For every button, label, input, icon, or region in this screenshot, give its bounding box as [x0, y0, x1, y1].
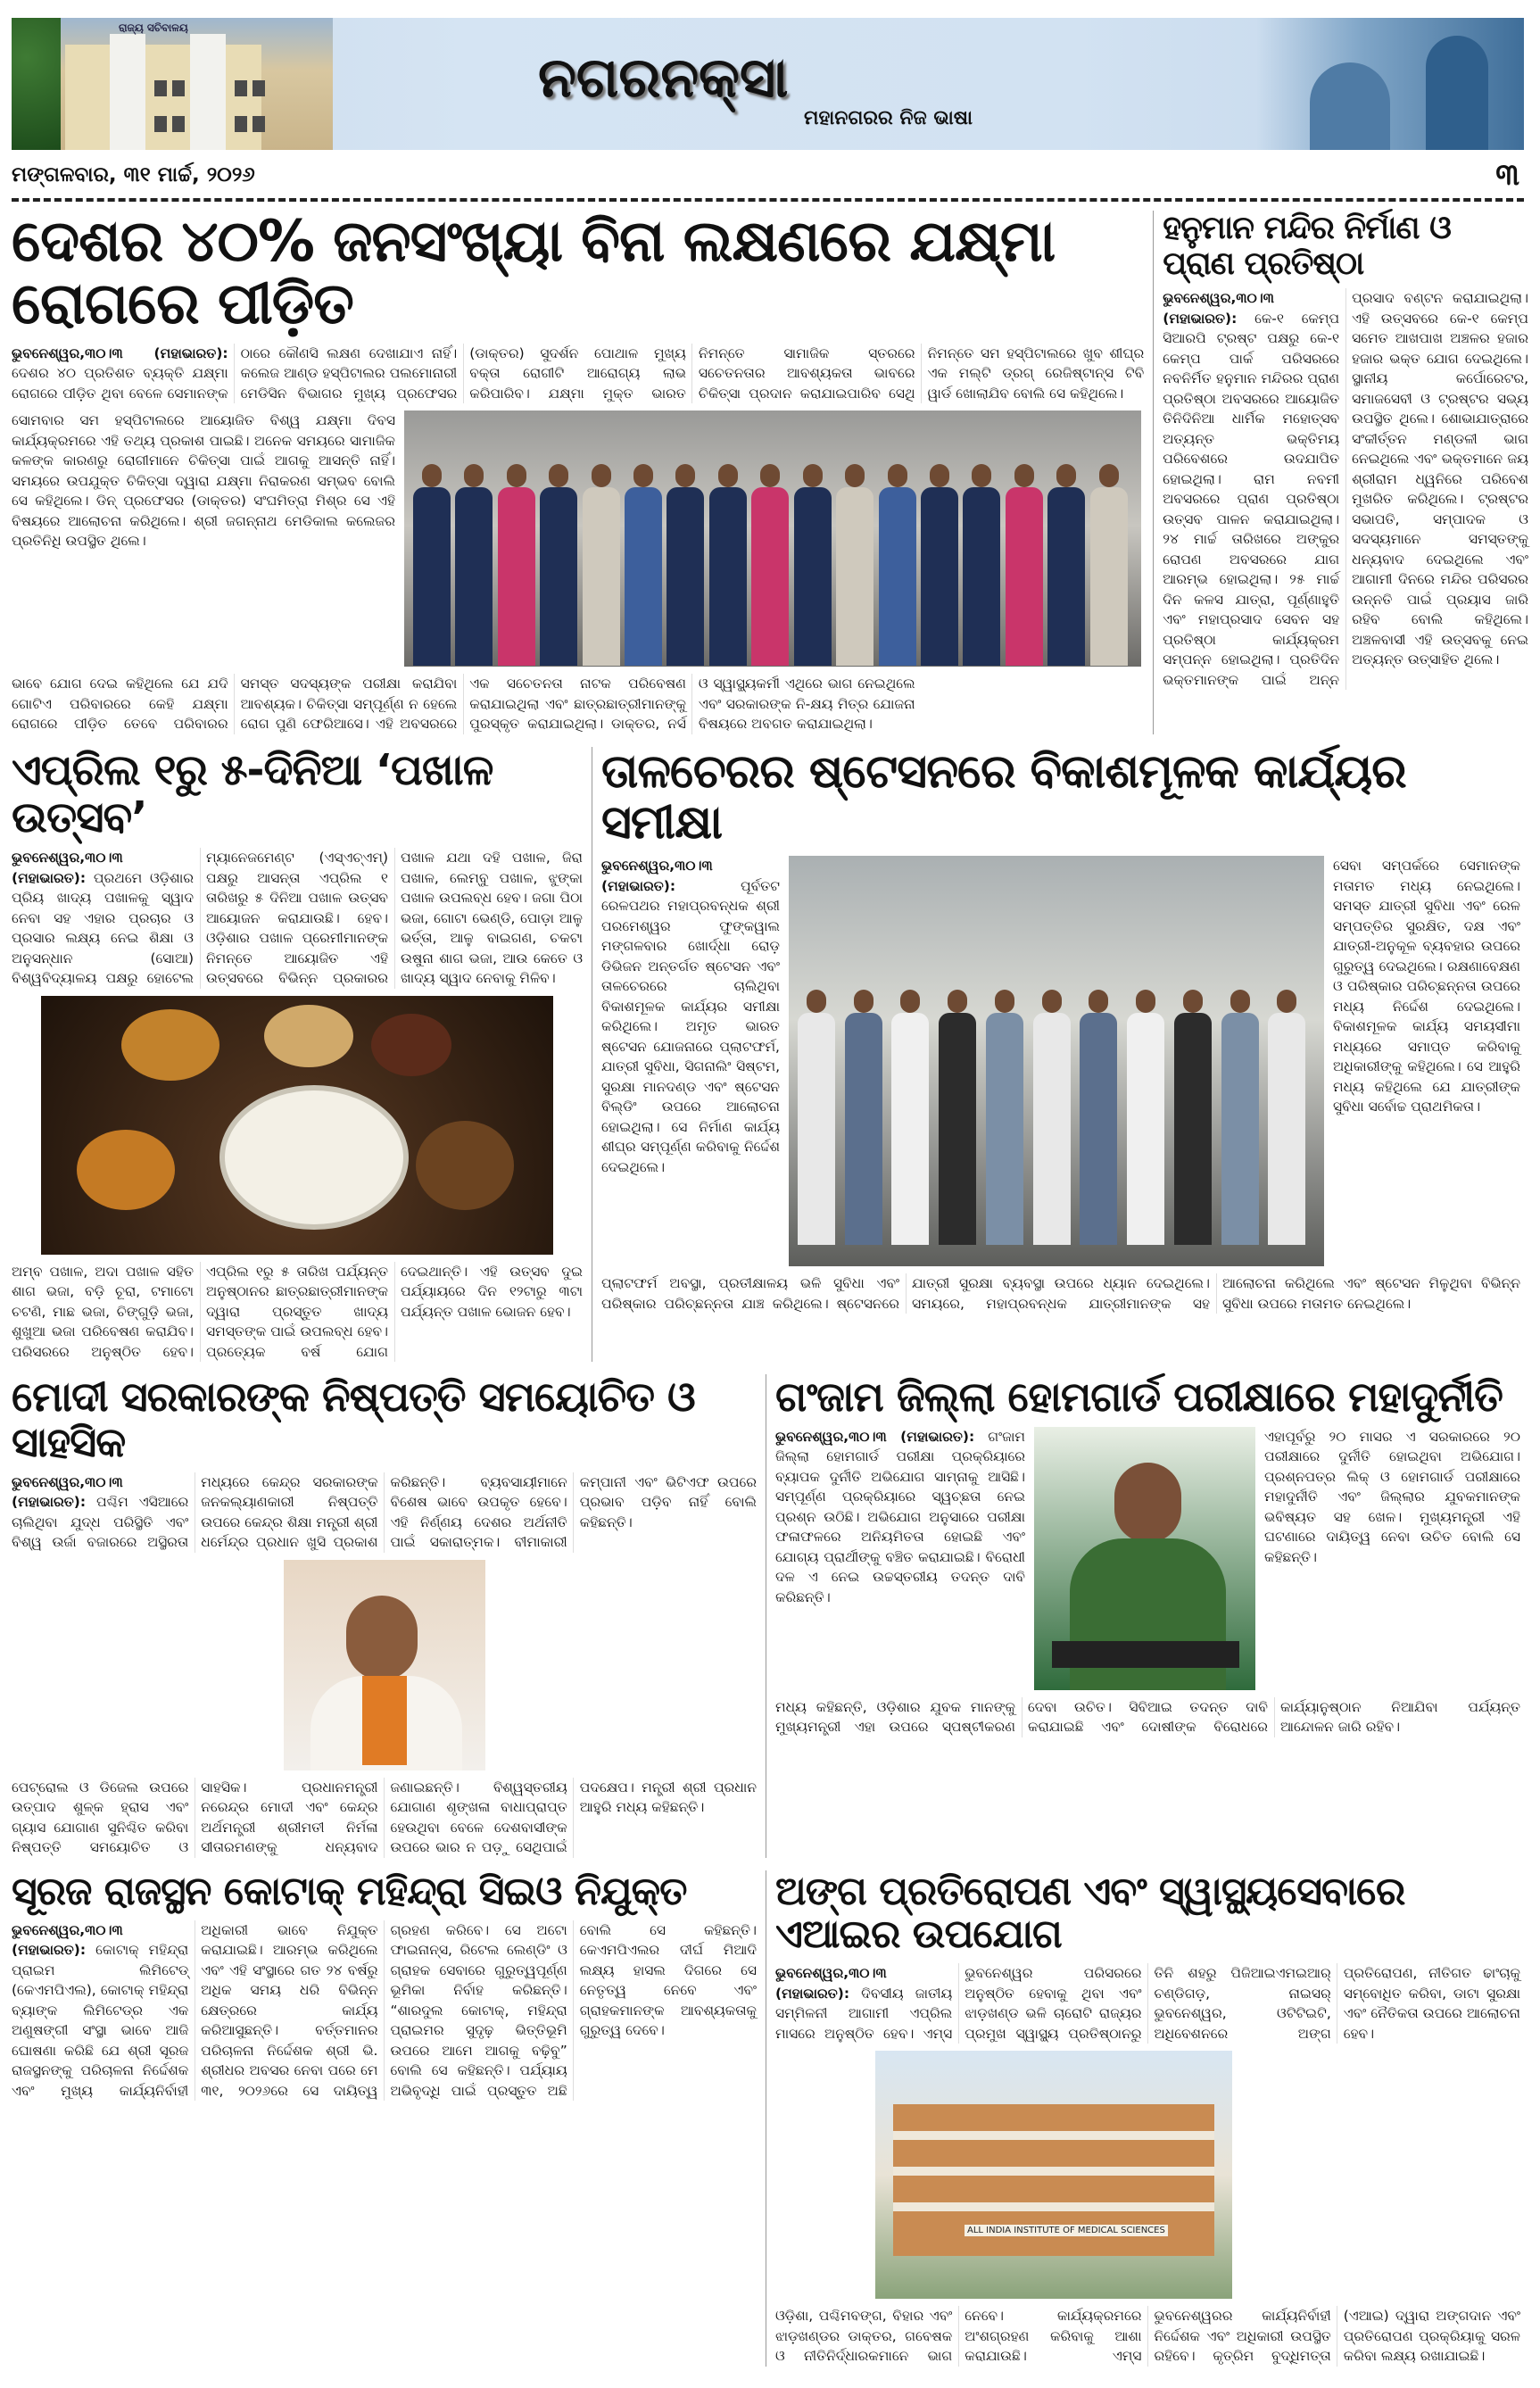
dateline: ଭୁବନେଶ୍ୱର,୩୦।୩ (ମହାଭାରତ): [1163, 290, 1274, 327]
building-sign: ALL INDIA INSTITUTE OF MEDICAL SCIENCES [965, 2225, 1168, 2236]
person-figure-body [751, 487, 789, 666]
newspaper-page [12, 0, 1528, 2388]
headline-tb: ଦେଶର ୪୦% ଜନସଂଖ୍ୟା ବିନା ଲକ୍ଷଣରେ ଯକ୍ଷ୍ମା ରୋଗରେ ପୀଡ଼ିତ [12, 209, 1056, 338]
railway-station-inspection-photo [789, 856, 1324, 1266]
person-figure-head [995, 990, 1014, 1013]
story-aiims-bottom: ଓଡ଼ିଶା, ପଶ୍ଚିମବଙ୍ଗ, ବିହାର ଏବଂ ଝାଡ଼ଖଣ୍ଡର ଡାକ୍ତର, ଗବେଷକ ଓ ନୀତିନିର୍ଦ୍ଧାରକମାନେ ଭାଗ ନେବେ। କାର୍ଯ୍ୟକ୍ରମରେ ଅଂଶଗ୍ରହଣ କରିବାକୁ ଆଶା କରାଯାଉଛି। ଏମ୍ସ ଭୁବନେଶ୍ୱରର କାର୍ଯ୍ୟନିର୍ବାହୀ ନିର୍ଦ୍ଦେଶକ ଏବଂ ଅଧିକାରୀ ଉପସ୍ଥିତ ରହିବେ। କୃତ୍ରିମ ବୁଦ୍ଧିମତ୍ତା (ଏଆଇ) ଦ୍ୱାରା ଅଙ୍ଗଦାନ ଏବଂ ପ୍ରତିରୋପଣ ପ୍ରକ୍ରିୟାକୁ ସରଳ କରିବା ଲକ୍ଷ୍ୟ ରଖାଯାଇଛି। [775, 2308, 1520, 2365]
person-figure-body [1090, 487, 1128, 666]
person-figure-body [939, 1013, 976, 1245]
person-figure-body [1006, 487, 1043, 666]
person-figure-head [845, 464, 865, 487]
person-figure-body [1047, 487, 1085, 666]
headline-kotak-ceo: ସୂରଜ ରାଜସ୍ଥନ କୋଟାକ୍ ମହିନ୍ଦ୍ରା ସିଇଓ ନିଯୁକ୍ତ [12, 1868, 687, 1914]
person-figure-head [760, 464, 780, 487]
person-figure-body [891, 1013, 929, 1245]
person-figure-body [879, 487, 916, 666]
story-text: ପୂର୍ବତଟ ରେଳପଥର ମହାପ୍ରବନ୍ଧକ ଶ୍ରୀ ପରମେଶ୍ୱର ଫୁଙ୍କୱାଲ ମଙ୍ଗଳବାର ଖୋର୍ଦ୍ଧା ରୋଡ଼ ଡିଭିଜନ ଅନ୍ତର୍ଗତ ଷ୍ଟେସନ ଏବଂ ତାଳଚେରରେ ଚାଲିଥିବା ବିକାଶମୂଳକ କାର୍ଯ୍ୟର ସମୀକ୍ଷା କରିଥିଲେ। ଅମୃତ ଭାରତ ଷ୍ଟେସନ ଯୋଜନାରେ ପ୍ଲାଟଫର୍ମ, ଯାତ୍ରୀ ସୁବିଧା, ସିଗନାଲିଂ ସିଷ୍ଟମ, ସୁରକ୍ଷା ମାନଦଣ୍ଡ ଏବଂ ଷ୍ଟେସନ ବିଲ୍ଡିଂ ଉପରେ ଆଲୋଚନା ହୋଇଥିଲା। ସେ ନିର୍ମାଣ କାର୍ଯ୍ୟ ଶୀଘ୍ର ସମ୍ପୂର୍ଣ୍ଣ କରିବାକୁ ନିର୍ଦ୍ଦେଶ ଦେଇଥିଲେ। [601, 877, 780, 1175]
dateline: ଭୁବନେଶ୍ୱର,୩୦।୩ (ମହାଭାରତ): [775, 1965, 887, 2002]
story-kotak-body [12, 1920, 757, 2102]
person-figure-head [854, 990, 873, 1013]
story-pakhala-bottom: ଅମ୍ବ ପଖାଳ, ଅଦା ପଖାଳ ସହିତ ଶାଗ ଭଜା, ବଡ଼ି ଚୂରା, ଟମାଟୋ ଚଟଣି, ମାଛ ଭଜା, ଚିଙ୍ଗୁଡ଼ି ଭଜା, ଶୁଖୁଆ ଭଜା ପରିବେଷଣ କରାଯିବ। ପରିସରରେ ଅନୁଷ୍ଠିତ ହେବ। ଏପ୍ରିଲ ୧ରୁ ୫ ତାରିଖ ପର୍ଯ୍ୟନ୍ତ ଅନୁଷ୍ଠାନର ଛାତ୍ରଛାତ୍ରୀମାନଙ୍କ ଦ୍ୱାରା ପ୍ରସ୍ତୁତ ଖାଦ୍ୟ ସମସ୍ତଙ୍କ ପାଇଁ ଉପଲବ୍ଧ ହେବ। ପ୍ରତ୍ୟେକ ବର୍ଷ ଯୋଗ ଦେଇଥାନ୍ତି। ଏହି ଉତ୍ସବ ଦୁଇ ପର୍ଯ୍ୟାୟରେ ଦିନ ୧୨ଟାରୁ ୩ଟା ପର୍ଯ୍ୟନ୍ତ ପଖାଳ ଭୋଜନ ହେବ। [12, 1263, 583, 1360]
story-tb-photo-row [12, 410, 1144, 667]
dateline: ଭୁବନେଶ୍ୱର,୩୦।୩ (ମହାଭାରତ): [775, 1428, 975, 1445]
story-text: ପଶ୍ଚିମ ଏସିଆରେ ଚାଲିଥିବା ଯୁଦ୍ଧ ପରିସ୍ଥିତି ଏବଂ ବିଶ୍ୱ ଉର୍ଜା ବଜାରରେ ଅସ୍ଥିରତା ମଧ୍ୟରେ କେନ୍ଦ୍ର ସରକାରଙ୍କ ଜନକଲ୍ୟାଣକାରୀ ନିଷ୍ପତ୍ତି ଉପରେ କେନ୍ଦ୍ର ଶିକ୍ଷା ମନ୍ତ୍ରୀ ଶ୍ରୀ ଧର୍ମେନ୍ଦ୍ର ପ୍ରଧାନ ଖୁସି ପ୍ରକାଶ କରିଛନ୍ତି। ବ୍ୟବସାୟୀମାନେ ବିଶେଷ ଭାବେ ଉପକୃତ ହେବେ। ଏହି ନିର୍ଣ୍ଣୟ ଦେଶର ଅର୍ଥନୀତି ପାଇଁ ସକାରାତ୍ମକ। ବୀମାକାରୀ କମ୍ପାନୀ ଏବଂ ଭିଟିଏଫ ଉପରେ ପ୍ରଭାବ ପଡ଼ିବ ନାହିଁ ବୋଲି କହିଛନ୍ତି। [12, 1473, 757, 1551]
person-figure-head [1014, 464, 1034, 487]
person-figure-body [413, 487, 451, 666]
story-text: କେ-୧ କେମ୍ପ ସିଆରପି ଟ୍ରଷ୍ଟ ପକ୍ଷରୁ କେ-୧ କେମ୍ପ ପାର୍କ ପରିସରରେ ନବନିର୍ମିତ ହନୁମାନ ମନ୍ଦିରର ପ୍ରାଣ ପ୍ରତିଷ୍ଠା ଅବସରରେ ଆୟୋଜିତ ତିନିଦିନିଆ ଧାର୍ମିକ ମହୋତ୍ସବ ଅତ୍ୟନ୍ତ ଭକ୍ତିମୟ ପରିବେଶରେ ଉଦଯାପିତ ହୋଇଥିଲା। ରାମ ନବମୀ ଅବସରରେ ପ୍ରାଣ ପ୍ରତିଷ୍ଠା ଉତ୍ସବ ପାଳନ କରାଯାଇଥିଲା। ୨୪ ମାର୍ଚ୍ଚ ତାରିଖରେ ଅଙ୍କୁର ରୋପଣ ଅବସରରେ ଯାଗ ଆରମ୍ଭ ହୋଇଥିଲା। ୨୫ ମାର୍ଚ୍ଚ ଦିନ କଳସ ଯାତ୍ରା, ପୂର୍ଣ୍ଣାହୁତି ଏବଂ ମହାପ୍ରସାଦ ସେବନ ସହ ପ୍ରତିଷ୍ଠା କାର୍ଯ୍ୟକ୍ରମ ସମ୍ପନ୍ନ ହୋଇଥିଲା। ପ୍ରତିଦିନ ଭକ୍ତମାନଙ୍କ ପାଇଁ ଅନ୍ନ ପ୍ରସାଦ ବଣ୍ଟନ କରାଯାଇଥିଲା। ଏହି ଉତ୍ସବରେ କେ-୧ କେମ୍ପ ସମେତ ଆଖପାଖ ଅଞ୍ଚଳର ହଜାର ହଜାର ଭକ୍ତ ଯୋଗ ଦେଇଥିଲେ। ସ୍ଥାନୀୟ କର୍ପୋରେଟର, ସମାଜସେବୀ ଓ ଟ୍ରଷ୍ଟର ସଭ୍ୟ ଉପସ୍ଥିତ ଥିଲେ। ଶୋଭାଯାତ୍ରାରେ ସଂକୀର୍ତ୍ତନ ମଣ୍ଡଳୀ ଭାଗ ନେଇଥିଲେ ଏବଂ ଭକ୍ତମାନେ ଜୟ ଶ୍ରୀରାମ ଧ୍ୱନିରେ ପରିବେଶ ମୁଖରିତ କରିଥିଲେ। ଟ୍ରଷ୍ଟର ସଭାପତି, ସମ୍ପାଦକ ଓ ସଦସ୍ୟମାନେ ସମସ୍ତଙ୍କୁ ଧନ୍ୟବାଦ ଦେଇଥିଲେ ଏବଂ ଆଗାମୀ ଦିନରେ ମନ୍ଦିର ପରିସରର ଉନ୍ନତି ପାଇଁ ପ୍ରୟାସ ଜାରି ରହିବ ବୋଲି କହିଥିଲେ। ଅଞ୍ଚଳବାସୀ ଏହି ଉତ୍ସବକୁ ନେଇ ଅତ୍ୟନ୍ତ ଉତ୍ସାହିତ ଥିଲେ। [1163, 290, 1528, 688]
story-text: ପ୍ରଥମେ ଓଡ଼ିଶାର ପ୍ରିୟ ଖାଦ୍ୟ ପଖାଳକୁ ସ୍ୱାଦ ନେବା ସହ ଏହାର ପ୍ରଚାର ଓ ପ୍ରସାର ଲକ୍ଷ୍ୟ ନେଇ ଶିକ୍ଷା ଓ ଅନୁସନ୍ଧାନ (ସୋଆ) ବିଶ୍ୱବିଦ୍ୟାଳୟ ପକ୍ଷରୁ ହୋଟେଲ ମ୍ୟାନେଜମେଣ୍ଟ (ଏସ୍‌ଏଚ୍‌ଏମ୍) ପକ୍ଷରୁ ଆସନ୍ତା ଏପ୍ରିଲ ୧ ତାରିଖରୁ ୫ ଦିନିଆ ପଖାଳ ଉତ୍ସବ ଆୟୋଜନ କରାଯାଉଛି। ହେବ। ଓଡ଼ିଶାର ପଖାଳ ପ୍ରେମୀମାନଙ୍କ ନିମନ୍ତେ ଆୟୋଜିତ ଏହି ଉତ୍ସବରେ ବିଭିନ୍ନ ପ୍ରକାରର ପଖାଳ ଯଥା ଦହି ପଖାଳ, ଜିରା ପଖାଳ, ଲେମ୍ବୁ ପଖାଳ, ଝୁଙ୍କା ପଖାଳ ଉପଲବ୍ଧ ହେବ। ଜଗା ପିଠା ଭଜା, ଗୋଟା ଭେଣ୍ଡି, ପୋଡ଼ା ଆଳୁ ଭର୍ତ୍ତା, ଆଳୁ ବାଇଗଣ, ଚକଟା ଉଷୁନା ଶାଗ ଭଜା, ଆଉ କେତେ ଓ ଖାଦ୍ୟ ସ୍ୱାଦ ନେବାକୁ ମିଳିବ। [12, 850, 583, 987]
story-talcher [601, 744, 1520, 1314]
section-row-2 [12, 744, 1528, 1363]
person-figure-head [1230, 990, 1250, 1013]
dharmendra-pradhan-photo [284, 1560, 485, 1770]
story-kotak [12, 1870, 757, 2102]
newspaper-logo: ନଗରନକ୍ସା [538, 45, 789, 110]
story-tb-bottom: ଭାବେ ଯୋଗ ଦେଇ କହିଥିଲେ ଯେ ଯଦି ଗୋଟିଏ ପରିବାରରେ କେହି ଯକ୍ଷ୍ମା ରୋଗରେ ପୀଡ଼ିତ ତେବେ ପରିବାରର ସମସ୍ତ ସଦସ୍ୟଙ୍କ ପରୀକ୍ଷା କରାଯିବା ଆବଶ୍ୟକ। ଚିକିତ୍ସା ସମ୍ପୂର୍ଣ୍ଣ ନ ହେଲେ ରୋଗ ପୁଣି ଫେରିଆସେ। ଏହି ଅବସରରେ ଏକ ସଚେତନତା ନାଟକ ପରିବେଷଣ କରାଯାଇଥିଲା ଏବଂ ଛାତ୍ରଛାତ୍ରୀମାନଙ୍କୁ ପୁରସ୍କୃତ କରାଯାଇଥିଲା। ଡାକ୍ତର, ନର୍ସ ଓ ସ୍ୱାସ୍ଥ୍ୟକର୍ମୀ ଏଥିରେ ଭାଗ ନେଇଥିଲେ ଏବଂ ସରକାରଙ୍କ ନି-କ୍ଷୟ ମିତ୍ର ଯୋଜନା ବିଷୟରେ ଅବଗତ କରାଯାଇଥିଲା। [12, 676, 915, 733]
story-text: କୋଟାକ୍ ମହିନ୍ଦ୍ରା ପ୍ରାଇମ ଲିମିଟେଡ୍ (କେଏମପିଏଲ), କୋଟାକ୍ ମହିନ୍ଦ୍ରା ବ୍ୟାଙ୍କ ଲିମିଟେଡ୍‌ର ଏକ ଅଣୁଷଙ୍ଗୀ ସଂସ୍ଥା ଭାବେ ଆଜି ଘୋଷଣା କରିଛି ଯେ ଶ୍ରୀ ସୂରଜ ରାଜସ୍ଥନଙ୍କୁ ପରିଚାଳନା ନିର୍ଦ୍ଦେଶକ ଏବଂ ମୁଖ୍ୟ କାର୍ଯ୍ୟନିର୍ବାହୀ ଅଧିକାରୀ ଭାବେ ନିଯୁକ୍ତ କରାଯାଇଛି। ଆରମ୍ଭ କରିଥିଲେ ଏବଂ ଏହି ସଂସ୍ଥାରେ ଗତ ୨୪ ବର୍ଷରୁ ଅଧିକ ସମୟ ଧରି ବିଭିନ୍ନ କ୍ଷେତ୍ରରେ କାର୍ଯ୍ୟ କରିଆସୁଛନ୍ତି। ବର୍ତ୍ତମାନର ପରିଚାଳନା ନିର୍ଦ୍ଦେଶକ ଶ୍ରୀ ଭି. ଶ୍ରୀଧର ଅବସର ନେବା ପରେ ମେ ୩୧, ୨୦୨୬ରେ ସେ ଦାୟିତ୍ୱ ଗ୍ରହଣ କରିବେ। ସେ ଅଟୋ ଫାଇନାନ୍ସ, ରିଟେଲ ଲେଣ୍ଡିଂ ଓ ଗ୍ରାହକ ସେବାରେ ଗୁରୁତ୍ୱପୂର୍ଣ୍ଣ ଭୂମିକା ନିର୍ବାହ କରିଛନ୍ତି। “ଶାରଦୁଲ କୋଟାକ୍, ମହିନ୍ଦ୍ରା ପ୍ରାଇମର ସୁଦୃଢ଼ ଭିତ୍ତିଭୂମି ଉପରେ ଆମେ ଆଗକୁ ବଢ଼ିବୁ” ବୋଲି ସେ କହିଛନ୍ତି। ପର୍ଯ୍ୟାୟ ଅଭିବୃଦ୍ଧି ପାଇଁ ପ୍ରସ୍ତୁତ ଅଛି ବୋଲି ସେ କହିଛନ୍ତି। କେଏମପିଏଲର ଦୀର୍ଘ ମିଆଦି ଲକ୍ଷ୍ୟ ହାସଲ ଦିଗରେ ସେ ନେତୃତ୍ୱ ନେବେ ଏବଂ ଗ୍ରାହକମାନଙ୍କ ଆବଶ୍ୟକତାକୁ ଗୁରୁତ୍ୱ ଦେବେ। [12, 1921, 757, 2099]
person-figure-body [1033, 1013, 1071, 1245]
column-rule [1153, 211, 1154, 734]
person-figure-head [972, 464, 991, 487]
person-figure-head [807, 990, 826, 1013]
person-figure-body [921, 487, 958, 666]
person-figure-body [667, 487, 704, 666]
person-figure-head [507, 464, 526, 487]
person-figure-head [592, 464, 611, 487]
person-figure-body [798, 1013, 835, 1245]
section-row-3 [12, 1374, 1528, 1857]
story-ganjam [775, 1374, 1520, 1737]
person-figure-body [1174, 1013, 1212, 1245]
page-number: ୩ [1495, 157, 1519, 193]
headline-modi-govt: ମୋଦୀ ସରକାରଙ୍କ ନିଷ୍ପତ୍ତି ସମୟୋଚିତ ଓ ସାହସିକ [12, 1372, 695, 1466]
temple-dome-image [1256, 18, 1524, 150]
person-figure-head [888, 464, 907, 487]
person-figure-body [845, 1013, 882, 1245]
person-figure-head [900, 990, 920, 1013]
person-figure-head [930, 464, 949, 487]
person-figure-head [1136, 990, 1155, 1013]
person-figure-head [718, 464, 738, 487]
person-figure-body [625, 487, 662, 666]
story-talcher-left [601, 856, 780, 1177]
person-figure-body [963, 487, 1000, 666]
story-aiims-top [775, 1963, 1520, 2044]
person-figure-head [1089, 990, 1108, 1013]
person-figure-head [803, 464, 823, 487]
story-hanuman [1163, 211, 1528, 690]
issue-date: ମଙ୍ଗଳବାର, ୩୧ ମାର୍ଚ୍ଚ, ୨୦୨୬ [12, 163, 255, 187]
story-ganjam-photo-row [775, 1427, 1520, 1690]
dateline: ଭୁବନେଶ୍ୱର,୩୦।୩ (ମହାଭାରତ): [601, 858, 713, 894]
person-figure-body [1221, 1013, 1259, 1245]
person-figure-head [1056, 464, 1076, 487]
story-text: ଦିବସୀୟ ଜାତୀୟ ସମ୍ମିଳନୀ ଆଗାମୀ ଏପ୍ରିଲ ମାସରେ ଅନୁଷ୍ଠିତ ହେବ। ଏମ୍ସ ଭୁବନେଶ୍ୱର ପରିସରରେ ଅନୁଷ୍ଠିତ ହେବାକୁ ଥିବା ଏବଂ ଝାଡ଼ଖଣ୍ଡ ଭଳି ଚାରୋଟି ରାଜ୍ୟର ପ୍ରମୁଖ ସ୍ୱାସ୍ଥ୍ୟ ପ୍ରତିଷ୍ଠାନରୁ ତିନି ଶହରୁ ପିଜିଆଇଏମଇଆର୍ ଚଣ୍ଡିଗଡ଼, ନାଇସର୍ ଭୁବନେଶ୍ୱର, ଓଟିଟିଇଟି, ଅଧିବେଶନରେ ଅଙ୍ଗ ପ୍ରତିରୋପଣ, ନୀତିଗତ ଢାଂଚାକୁ ସମ୍ବୋଧିତ କରିବା, ଡାଟା ସୁରକ୍ଷା ଏବଂ ନୈତିକତା ଉପରେ ଆଲୋଚନା ହେବ। [775, 1965, 1520, 2042]
press-conference-photo [1034, 1427, 1255, 1690]
headline-hanuman-temple: ହନୁମାନ ମନ୍ଦିର ନିର୍ମାଣ ଓ ପ୍ରାଣ ପ୍ରତିଷ୍ଠା [1163, 210, 1451, 282]
story-text: ଗଂଜାମ ଜିଲ୍ଲା ହୋମଗାର୍ଡ ପରୀକ୍ଷା ପ୍ରକ୍ରିୟାରେ ବ୍ୟାପକ ଦୁର୍ନୀତି ଅଭିଯୋଗ ସାମ୍ନାକୁ ଆସିଛି। ସମ୍ପୂର୍ଣ୍ଣ ପ୍ରକ୍ରିୟାରେ ସ୍ୱଚ୍ଛତା ନେଇ ପ୍ରଶ୍ନ ଉଠିଛି। ଅଭିଯୋଗ ଅନୁସାରେ ପରୀକ୍ଷା ଫଳାଫଳରେ ଅନିୟମିତତା ହୋଇଛି ଏବଂ ଯୋଗ୍ୟ ପ୍ରାର୍ଥୀଙ୍କୁ ବଞ୍ଚିତ କରାଯାଇଛି। ବିରୋଧୀ ଦଳ ଏ ନେଇ ଉଚ୍ଚସ୍ତରୀୟ ତଦନ୍ତ ଦାବି କରିଛନ୍ତି। [775, 1428, 1025, 1605]
divider [12, 198, 1524, 202]
person-figure-body [1127, 1013, 1164, 1245]
story-ganjam-left [775, 1427, 1025, 1608]
building-sign: ରାଜ୍ୟ ସଚିବାଳୟ [119, 21, 188, 34]
section-row-1 [12, 211, 1528, 734]
story-modi [12, 1374, 757, 1857]
person-figure-head [422, 464, 442, 487]
aiims-building-photo [875, 2051, 1232, 2299]
story-tb-left: ସୋମବାର ସମ ହସ୍ପିଟାଲରେ ଆୟୋଜିତ ବିଶ୍ୱ ଯକ୍ଷ୍ମା ଦିବସ କାର୍ଯ୍ୟକ୍ରମରେ ଏହି ତଥ୍ୟ ପ୍ରକାଶ ପାଇଛି। ଅନେକ ସମୟରେ ସାମାଜିକ କଳଙ୍କ କାରଣରୁ ରୋଗୀମାନେ ଚିକିତ୍ସା ପାଇଁ ଆଗକୁ ଆସନ୍ତି ନାହିଁ। ସମୟରେ ଉପଯୁକ୍ତ ଚିକିତ୍ସା ଦ୍ୱାରା ଯକ୍ଷ୍ମା ନିରାକରଣ ସମ୍ଭବ ବୋଲି ସେ କହିଥିଲେ। ଡିନ୍ ପ୍ରଫେସର (ଡାକ୍ତର) ସଂଘମିତ୍ରା ମିଶ୍ର ସେ ଏହି ବିଷୟରେ ଆଲୋଚନା କରିଥିଲେ। ଶ୍ରୀ ଜଗନ୍ନାଥ ମେଡିକାଲ କଲେଜର ପ୍ରତିନିଧି ଉପସ୍ଥିତ ଥିଲେ। [12, 412, 395, 550]
story-modi-bottom: ପେଟ୍ରୋଲ ଓ ଡିଜେଲ ଉପରେ ଉତ୍ପାଦ ଶୁଳ୍କ ହ୍ରାସ ଏବଂ ଗ୍ୟାସ ଯୋଗାଣ ସୁନିଶ୍ଚିତ କରିବା ନିଷ୍ପତ୍ତି ସମୟୋଚିତ ଓ ସାହସିକ। ପ୍ରଧାନମନ୍ତ୍ରୀ ନରେନ୍ଦ୍ର ମୋଦୀ ଏବଂ କେନ୍ଦ୍ର ଅର୍ଥମନ୍ତ୍ରୀ ଶ୍ରୀମତୀ ନିର୍ମଳା ସୀତାରମଣଙ୍କୁ ଧନ୍ୟବାଦ ଜଣାଇଛନ୍ତି। ବିଶ୍ୱସ୍ତରୀୟ ଯୋଗାଣ ଶୃଙ୍ଖଳା ବାଧାପ୍ରାପ୍ତ ହେଉଥିବା ବେଳେ ଦେଶବାସୀଙ୍କ ଉପରେ ଭାର ନ ପଡ଼ୁ ସେଥିପାଇଁ ପଦକ୍ଷେପ। ମନ୍ତ୍ରୀ ଶ୍ରୀ ପ୍ରଧାନ ଆହୁରି ମଧ୍ୟ କହିଛନ୍ତି। [12, 1779, 757, 1856]
person-figure-head [633, 464, 653, 487]
section-row-4 [12, 1870, 1528, 2367]
person-figure-body [1268, 1013, 1305, 1245]
story-hanuman-body [1163, 288, 1528, 690]
story-tb [12, 211, 1144, 734]
story-talcher-bottom: ପ୍ଲାଟଫର୍ମ ଅବସ୍ଥା, ପ୍ରତୀକ୍ଷାଳୟ ଭଳି ସୁବିଧା ଏବଂ ପରିଷ୍କାର ପରିଚ୍ଛନ୍ନତା ଯାଞ୍ଚ କରିଥିଲେ। ଷ୍ଟେସନରେ ଯାତ୍ରୀ ସୁରକ୍ଷା ବ୍ୟବସ୍ଥା ଉପରେ ଧ୍ୟାନ ଦେଇଥିଲେ। ସମୟରେ, ମହାପ୍ରବନ୍ଧକ ଯାତ୍ରୀମାନଙ୍କ ସହ ଆଲୋଚନା କରିଥିଲେ ଏବଂ ଷ୍ଟେସନ ମିଳୁଥିବା ବିଭିନ୍ନ ସୁବିଧା ଉପରେ ମତାମତ ନେଇଥିଲେ। [601, 1275, 1520, 1312]
story-talcher-photo-row [601, 856, 1520, 1266]
headline-ganjam-homeguard: ଗଂଜାମ ଜିଲ୍ଲା ହୋମଗାର୍ଡ ପରୀକ୍ଷାରେ ମହାଦୁର୍ନୀତି [775, 1372, 1503, 1422]
story-ganjam-bottom: ମଧ୍ୟ କହିଛନ୍ତି, ଓଡ଼ିଶାର ଯୁବକ ମାନଙ୍କୁ ମୁଖ୍ୟମନ୍ତ୍ରୀ ଏହା ଉପରେ ସ୍ପଷ୍ଟୀକରଣ ଦେବା ଉଚିତ। ସିବିଆଇ ତଦନ୍ତ ଦାବି କରାଯାଇଛି ଏବଂ ଦୋଷୀଙ୍କ ବିରୋଧରେ କାର୍ଯ୍ୟାନୁଷ୍ଠାନ ନିଆଯିବା ପର୍ଯ୍ୟନ୍ତ ଆନ୍ଦୋଳନ ଜାରି ରହିବ। [775, 1698, 1520, 1736]
person-figure-head [549, 464, 568, 487]
story-pakhala [12, 744, 583, 1363]
person-figure-head [1099, 464, 1119, 487]
story-talcher-right: ସେବା ସମ୍ପର୍କରେ ସେମାନଙ୍କ ମତାମତ ମଧ୍ୟ ନେଇଥିଲେ। ସମସ୍ତ ଯାତ୍ରୀ ସୁବିଧା ଏବଂ ରେଳ ସମ୍ପତ୍ତିର ସୁରକ୍ଷିତ, ଦକ୍ଷ ଏବଂ ଯାତ୍ରୀ-ଅନୁକୂଳ ବ୍ୟବହାର ଉପରେ ଗୁରୁତ୍ୱ ଦେଇଥିଲେ। ରକ୍ଷଣାବେକ୍ଷଣ ଓ ପରିଷ୍କାର ପରିଚ୍ଛନ୍ନତା ଉପରେ ମଧ୍ୟ ନିର୍ଦ୍ଦେଶ ଦେଇଥିଲେ। ବିକାଶମୂଳକ କାର୍ଯ୍ୟ ସମୟସୀମା ମଧ୍ୟରେ ସମାପ୍ତ କରିବାକୁ ଅଧିକାରୀଙ୍କୁ କହିଥିଲେ। ସେ ଆହୁରି ମଧ୍ୟ କହିଥିଲେ ଯେ ଯାତ୍ରୀଙ୍କ ସୁବିଧା ସର୍ବୋଚ୍ଚ ପ୍ରାଥମିକତା। [1333, 858, 1520, 1115]
story-modi-top [12, 1472, 757, 1553]
dateline: ଭୁବନେଶ୍ୱର,୩୦।୩ (ମହାଭାରତ): [12, 1473, 123, 1511]
date-row [12, 157, 1528, 193]
person-figure-body [1080, 1013, 1117, 1245]
story-tb-top [12, 344, 1144, 404]
person-figure-head [1277, 990, 1296, 1013]
story-ganjam-right: ଏହାପୂର୍ବରୁ ୨୦ ମାସର ଏ ସରକାରରେ ୨୦ ପରୀକ୍ଷାରେ ଦୁର୍ନୀତି ହୋଇଥିବା ଅଭିଯୋଗ। ପ୍ରଶ୍ନପତ୍ର ଲିକ୍ ଓ ହୋମଗାର୍ଡ ପରୀକ୍ଷାରେ ମହାଦୁର୍ନୀତି ଏବଂ ଜିଲ୍ଲାର ଯୁବକମାନଙ୍କ ଭବିଷ୍ୟତ ସହ ଖେଳ। ମୁଖ୍ୟମନ୍ତ୍ରୀ ଏହି ଘଟଣାରେ ଦାୟିତ୍ୱ ନେବା ଉଚିତ ବୋଲି ସେ କହିଛନ୍ତି। [1264, 1428, 1520, 1565]
person-figure-body [455, 487, 493, 666]
person-figure-body [540, 487, 577, 666]
person-figure-head [948, 990, 967, 1013]
story-pakhala-top [12, 848, 583, 989]
person-figure-head [1183, 990, 1203, 1013]
person-figure-head [1042, 990, 1062, 1013]
story-aiims [775, 1870, 1520, 2367]
story-text: ଦେଶର ୪୦ ପ୍ରତିଶତ ବ୍ୟକ୍ତି ଯକ୍ଷ୍ମା ରୋଗରେ ପୀଡ଼ିତ ଥିବା ବେଳେ ସେମାନଙ୍କ ଠାରେ କୌଣସି ଲକ୍ଷଣ ଦେଖାଯାଏ ନାହିଁ। କଲେଜ ଆଣ୍ଡ ହସ୍ପିଟାଲର ପଲମୋନାରୀ ମେଡିସିନ ବିଭାଗର ମୁଖ୍ୟ ପ୍ରଫେସର (ଡାକ୍ତର) ସୁଦର୍ଶନ ପୋଥାଳ ମୁଖ୍ୟ ବକ୍ତା ରୋଗୀଟି ଆରୋଗ୍ୟ ଲାଭ କରିପାରିବ। ଯକ୍ଷ୍ମା ମୁକ୍ତ ଭାରତ ନିମନ୍ତେ ସାମାଜିକ ସ୍ତରରେ ସଚେତନତାର ଆବଶ୍ୟକତା ଭାବରେ ଚିକିତ୍ସା ପ୍ରଦାନ କରାଯାଇପାରିବ ସେଥି ନିମନ୍ତେ ସମ ହସ୍ପିଟାଲରେ ଖୁବ ଶୀଘ୍ର ଏକ ମଲ୍ଟି ଡ୍ରଗ୍ ରେଜିଷ୍ଟାନ୍ସ ଟିବି ୱାର୍ଡ ଖୋଲାଯିବ ବୋଲି ସେ କହିଥିଲେ। [12, 344, 1145, 402]
headline-pakhala-utsav: ଏପ୍ରିଲ ୧ରୁ ୫-ଦିନିଆ ‘ପଖାଳ ଉତ୍ସବ’ [12, 744, 493, 842]
tagline: ମହାନଗରର ନିଜ ଭାଷା [804, 107, 973, 129]
person-figure-body [836, 487, 873, 666]
person-figure-body [498, 487, 535, 666]
person-figure-body [709, 487, 747, 666]
person-figure-body [794, 487, 832, 666]
person-figure-head [675, 464, 695, 487]
person-figure-head [464, 464, 484, 487]
tb-event-group-photo [404, 410, 1141, 667]
dateline: ଭୁବନେଶ୍ୱର,୩୦।୩ (ମହାଭାରତ): [12, 344, 228, 361]
masthead [12, 18, 1524, 150]
pakhala-food-photo [41, 996, 553, 1255]
headline-organ-transplant-ai: ଅଙ୍ଗ ପ୍ରତିରୋପଣ ଏବଂ ସ୍ୱାସ୍ଥ୍ୟସେବାରେ ଏଆଇର ଉପଯୋଗ [775, 1868, 1405, 1957]
headline-talcher-station: ତାଳଚେରର ଷ୍ଟେସନରେ ବିକାଶମୂଳକ କାର୍ଯ୍ୟର ସମୀକ୍ଷା [601, 744, 1406, 850]
person-figure-body [986, 1013, 1023, 1245]
tree-image [12, 18, 61, 150]
person-figure-body [583, 487, 620, 666]
dateline: ଭୁବନେଶ୍ୱର,୩୦।୩ (ମହାଭାରତ): [12, 1921, 123, 1959]
dateline: ଭୁବନେଶ୍ୱର,୩୦।୩ (ମହାଭାରତ): [12, 850, 123, 886]
